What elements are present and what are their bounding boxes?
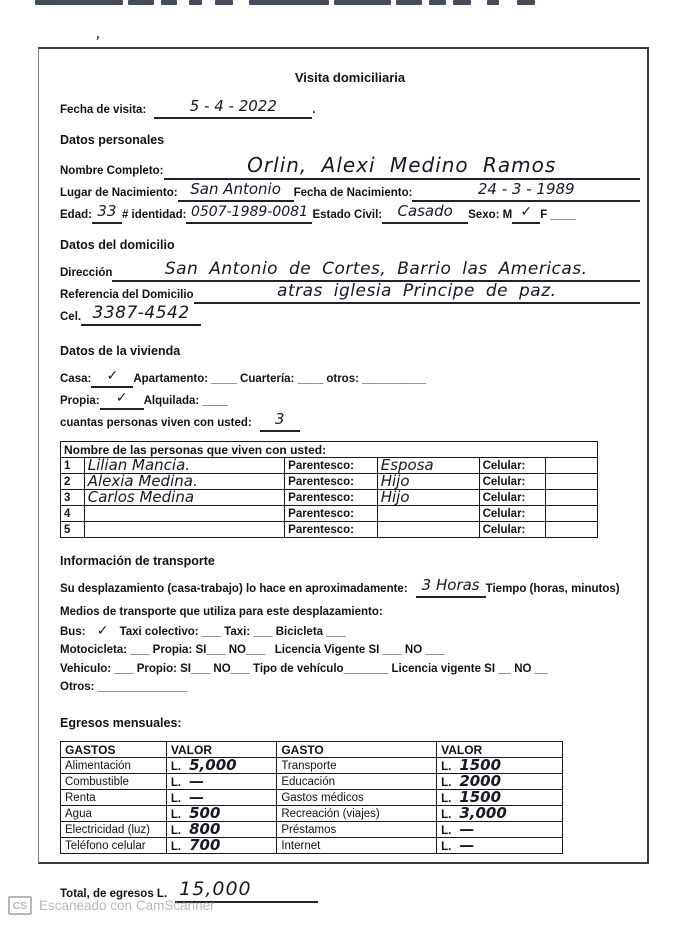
medios-row — [60, 604, 640, 621]
personas-cantidad-row — [60, 411, 640, 432]
celular-label: Cel. — [60, 311, 82, 324]
bus-row — [60, 622, 640, 641]
parentesco-value: Esposa — [380, 456, 434, 474]
egresos-table — [60, 741, 563, 854]
lugar-nacimiento-row — [60, 181, 640, 202]
scan-artifact-mark — [517, 0, 535, 5]
medios-label: Medios de transporte que utiliza para este desplazamiento: — [60, 606, 383, 618]
egresos-col-header: GASTOS — [61, 742, 167, 758]
currency-label: L. — [441, 809, 452, 821]
direccion-value: San Antonio de Cortes, Barrio las Americas. — [164, 259, 588, 279]
parentesco-label: Parentesco: — [285, 490, 378, 506]
gasto-valor: 1500 — [459, 756, 502, 774]
bus-label: Bus: — [60, 626, 86, 638]
personas-table-header: Nombre de las personas que viven con usted: — [61, 442, 598, 458]
casa-row-rest: Apartamento: ____ Cuartería: ____ otros: __________ — [133, 372, 427, 385]
celular-value — [546, 474, 598, 490]
sexo-m-checkmark: ✓ — [520, 204, 533, 220]
direccion-label: Dirección — [60, 267, 113, 280]
casa-checkmark: ✓ — [106, 368, 119, 384]
egresos-col-header: VALOR — [166, 742, 276, 758]
scan-artifact-mark — [487, 0, 499, 5]
propia-row — [60, 389, 640, 410]
nombre-completo-row — [60, 153, 640, 180]
gasto-nombre: Agua — [61, 806, 167, 822]
gasto-nombre: Combustible — [61, 774, 167, 790]
gasto-nombre: Recreación (viajes) — [277, 806, 437, 822]
gasto-valor: 3,000 — [459, 804, 507, 822]
gasto-nombre: Electricidad (luz) — [61, 822, 167, 838]
scan-artifact-mark — [128, 0, 154, 5]
alquilada-label: Alquilada: ____ — [143, 394, 228, 407]
gasto-valor: — — [189, 788, 205, 806]
fecha-nacimiento-field — [412, 181, 640, 202]
parentesco-label: Parentesco: — [285, 506, 378, 522]
referencia-value: atras iglesia Principe de paz. — [277, 281, 557, 301]
nombre-completo-value: Orlin, Alexi Medino Ramos — [247, 153, 557, 177]
lugar-nacimiento-value: San Antonio — [190, 180, 281, 198]
gasto-valor: 2000 — [459, 772, 502, 790]
gasto-nombre: Alimentación — [61, 758, 167, 774]
gasto-nombre: Gastos médicos — [277, 790, 437, 806]
scan-artifact-mark — [215, 0, 233, 5]
celular-label: Celular: — [479, 474, 546, 490]
nombre-completo-field — [164, 153, 641, 180]
scan-artifact-mark — [453, 0, 471, 5]
currency-label: L. — [170, 825, 182, 837]
gasto-valor: — — [459, 836, 475, 854]
estado-civil-value: Casado — [397, 202, 453, 220]
gasto-nombre: Educación — [277, 774, 437, 790]
table-row — [61, 490, 598, 506]
desplazamiento-row — [60, 577, 640, 598]
currency-label: L. — [441, 841, 452, 853]
motocicleta-line: Motocicleta: ___ Propia: SI___ NO___ Licencia Vigente SI ___ NO ___ — [60, 644, 445, 657]
vehiculo-row — [60, 661, 640, 678]
otros-row — [60, 679, 640, 696]
parentesco-value: Hijo — [380, 488, 410, 506]
personas-cantidad-value: 3 — [274, 410, 285, 428]
personas-cantidad-field — [260, 411, 300, 432]
direccion-row — [60, 261, 640, 282]
camscanner-footer — [8, 896, 215, 915]
celular-value: 3387-4542 — [92, 303, 190, 323]
scan-artifact-mark — [161, 0, 177, 5]
currency-label: L. — [170, 841, 182, 853]
row-number: 5 — [61, 522, 85, 538]
propia-field — [100, 389, 144, 410]
gasto-valor: 800 — [189, 820, 221, 838]
fecha-visita-value: 5 - 4 - 2022 — [189, 97, 277, 115]
referencia-label: Referencia del Domicilio — [60, 289, 194, 302]
form-title: Visita domiciliaria — [294, 70, 406, 85]
row-number: 2 — [61, 474, 85, 490]
table-row — [61, 806, 563, 822]
bus-checkmark: ✓ — [96, 623, 109, 640]
edad-value: 33 — [97, 202, 117, 220]
direccion-field — [112, 261, 640, 282]
scan-artifact-mark — [334, 0, 391, 5]
lugar-nacimiento-label: Lugar de Nacimiento: — [60, 187, 178, 200]
gasto-nombre: Teléfono celular — [61, 838, 167, 854]
currency-label: L. — [441, 761, 452, 773]
total-egresos-label: Total, de egresos L. — [60, 888, 168, 901]
fecha-nacimiento-label: Fecha de Nacimiento: — [293, 187, 413, 200]
lugar-nacimiento-field — [178, 181, 294, 202]
datos-vivienda-heading: Datos de la vivienda — [60, 344, 181, 358]
gasto-nombre: Internet — [277, 838, 437, 854]
gasto-nombre: Transporte — [277, 758, 437, 774]
celular-value — [546, 506, 598, 522]
fecha-visita-row — [60, 98, 640, 119]
propia-checkmark: ✓ — [115, 390, 128, 406]
edad-identidad-row — [60, 203, 640, 224]
casa-row — [60, 367, 640, 388]
identidad-field — [186, 203, 312, 224]
celular-label: Celular: — [479, 490, 546, 506]
identidad-value: 0507-1989-0081 — [190, 204, 308, 220]
stray-pen-mark: ’ — [92, 32, 101, 49]
gasto-valor: — — [459, 820, 475, 838]
gasto-nombre: Préstamos — [277, 822, 437, 838]
gasto-valor: 5,000 — [189, 756, 237, 774]
datos-personales-heading: Datos personales — [60, 133, 165, 147]
parentesco-label: Parentesco: — [285, 474, 378, 490]
table-row — [61, 822, 563, 838]
celular-label: Celular: — [479, 506, 546, 522]
identidad-label: # identidad: — [121, 209, 187, 222]
total-egresos-value: 15,000 — [179, 878, 252, 900]
estado-civil-label: Estado Civil: — [312, 209, 383, 222]
desplazamiento-field — [416, 577, 486, 598]
desplazamiento-label: Su desplazamiento (casa-trabajo) lo hace en aproximadamente: — [60, 582, 408, 595]
nombre-completo-label: Nombre Completo: — [60, 165, 164, 178]
personas-table — [60, 441, 598, 538]
scan-artifact-mark — [429, 0, 446, 5]
currency-label: L. — [170, 809, 182, 821]
casa-field — [91, 367, 133, 388]
celular-value — [546, 490, 598, 506]
row-number: 3 — [61, 490, 85, 506]
currency-label: L. — [170, 793, 182, 805]
sexo-f-label: F ____ — [540, 209, 577, 222]
persona-nombre: Lilian Mancia. — [87, 456, 191, 474]
bus-row-rest: Taxi colectivo: ___ Taxi: ___ Bicicleta ___ — [119, 626, 346, 638]
scan-artifact-mark — [249, 0, 329, 5]
gasto-valor: 1500 — [459, 788, 502, 806]
parentesco-label: Parentesco: — [285, 522, 378, 538]
bus-field — [86, 622, 120, 641]
currency-label: L. — [170, 777, 182, 789]
form-content — [60, 70, 640, 903]
personas-cantidad-label: cuantas personas viven con usted: — [60, 416, 252, 429]
edad-label: Edad: — [60, 209, 92, 222]
casa-label: Casa: — [60, 372, 92, 385]
table-row — [61, 838, 563, 854]
propia-label: Propia: — [60, 394, 100, 407]
parentesco-label: Parentesco: — [285, 458, 378, 474]
parentesco-value: Hijo — [380, 472, 410, 490]
gasto-valor: 700 — [189, 836, 221, 854]
fecha-visita-period: . — [312, 104, 316, 117]
referencia-field — [194, 283, 640, 304]
vehiculo-line: Vehiculo: ___ Propio: SI___ NO___ Tipo de vehículo_______ Licencia vigente SI __ NO __ — [60, 662, 548, 675]
gasto-nombre: Renta — [61, 790, 167, 806]
scan-artifact-mark — [189, 0, 202, 5]
egresos-heading: Egresos mensuales: — [60, 716, 182, 730]
celular-value — [546, 522, 598, 538]
desplazamiento-suffix: Tiempo (horas, minutos) — [485, 582, 620, 595]
datos-domicilio-heading: Datos del domicilio — [60, 238, 175, 252]
celular-label: Celular: — [479, 522, 546, 538]
currency-label: L. — [441, 777, 452, 789]
currency-label: L. — [170, 761, 182, 773]
celular-label: Celular: — [479, 458, 546, 474]
currency-label: L. — [441, 825, 452, 837]
fecha-visita-label: Fecha de visita: — [60, 104, 147, 117]
scan-artifact-strip — [35, 0, 535, 5]
currency-label: L. — [441, 793, 452, 805]
motocicleta-row — [60, 642, 640, 659]
egresos-col-header: GASTO — [277, 742, 437, 758]
celular-row — [60, 305, 640, 326]
transporte-heading: Información de transporte — [60, 554, 215, 568]
scan-artifact-mark — [35, 0, 123, 5]
estado-civil-field — [382, 203, 468, 224]
row-number: 1 — [61, 458, 85, 474]
table-row — [61, 522, 598, 538]
persona-nombre: Carlos Medina — [87, 488, 195, 506]
gasto-valor: 500 — [189, 804, 221, 822]
celular-field — [81, 305, 201, 326]
egresos-col-header: VALOR — [437, 742, 563, 758]
persona-nombre: Alexia Medina. — [87, 472, 198, 490]
camscanner-text: Escaneado con CamScanner — [39, 898, 215, 913]
edad-field — [92, 203, 122, 224]
fecha-visita-field — [154, 98, 312, 119]
fecha-nacimiento-value: 24 - 3 - 1989 — [477, 180, 575, 198]
otros-line: Otros: ______________ — [60, 680, 188, 693]
table-row — [61, 506, 598, 522]
camscanner-icon: CS — [8, 896, 32, 915]
row-number: 4 — [61, 506, 85, 522]
sexo-m-field — [512, 203, 540, 224]
scan-artifact-mark — [396, 0, 422, 5]
sexo-label: Sexo: M — [468, 209, 513, 222]
gasto-valor: — — [189, 772, 205, 790]
celular-value — [546, 458, 598, 474]
desplazamiento-value: 3 Horas — [421, 576, 480, 594]
referencia-row — [60, 283, 640, 304]
